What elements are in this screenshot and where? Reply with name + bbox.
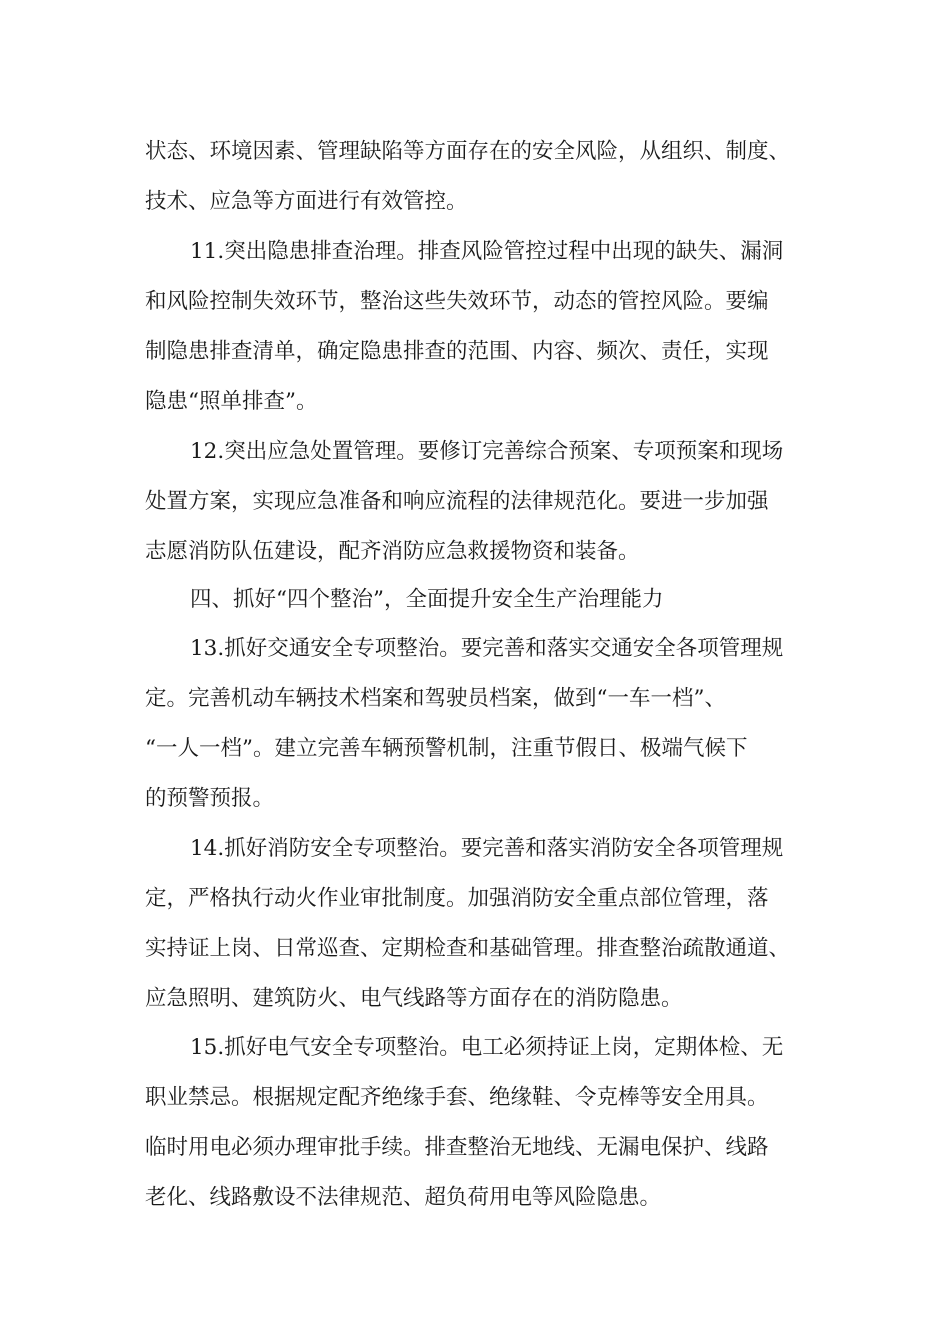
text-line: 隐患“照单排查”。 xyxy=(145,389,318,414)
text-line: 实持证上岗、日常巡查、定期检查和基础管理。排查整治疏散通道、 xyxy=(145,936,791,961)
text-line: 定。完善机动车辆技术档案和驾驶员档案，做到“一车一档”、 xyxy=(145,686,726,711)
text-line: 的预警预报。 xyxy=(145,786,275,811)
text-line: 制隐患排查清单，确定隐患排查的范围、内容、频次、责任，实现 xyxy=(145,339,769,364)
text-line: 定，严格执行动火作业审批制度。加强消防安全重点部位管理，落 xyxy=(145,886,769,911)
text-line: 临时用电必须办理审批手续。排查整治无地线、无漏电保护、线路 xyxy=(145,1135,769,1160)
paragraph-11-line: 11.突出隐患排查治理。排查风险管控过程中出现的缺失、漏洞 xyxy=(190,239,784,264)
paragraph-14-line: 14.抓好消防安全专项整治。要完善和落实消防安全各项管理规 xyxy=(190,836,784,861)
section-heading: 四、抓好“四个整治”，全面提升安全生产治理能力 xyxy=(190,587,664,612)
text-line: 志愿消防队伍建设，配齐消防应急救援物资和装备。 xyxy=(145,539,640,564)
text-line: 职业禁忌。根据规定配齐绝缘手套、绝缘鞋、令克棒等安全用具。 xyxy=(145,1085,769,1110)
text-line: 和风险控制失效环节，整治这些失效环节，动态的管控风险。要编 xyxy=(145,289,769,314)
text-line: 处置方案，实现应急准备和响应流程的法律规范化。要进一步加强 xyxy=(145,489,769,514)
text-line: “一人一档”。建立完善车辆预警机制，注重节假日、极端气候下 xyxy=(145,736,748,761)
text-line: 应急照明、建筑防火、电气线路等方面存在的消防隐患。 xyxy=(145,986,683,1011)
text-line: 老化、线路敷设不法律规范、超负荷用电等风险隐患。 xyxy=(145,1185,662,1210)
text-line: 技术、应急等方面进行有效管控。 xyxy=(145,189,468,214)
paragraph-15-line: 15.抓好电气安全专项整治。电工必须持证上岗，定期体检、无 xyxy=(190,1035,784,1060)
paragraph-12-line: 12.突出应急处置管理。要修订完善综合预案、专项预案和现场 xyxy=(190,439,784,464)
text-line: 状态、环境因素、管理缺陷等方面存在的安全风险，从组织、制度、 xyxy=(145,139,791,164)
paragraph-13-line: 13.抓好交通安全专项整治。要完善和落实交通安全各项管理规 xyxy=(190,636,784,661)
